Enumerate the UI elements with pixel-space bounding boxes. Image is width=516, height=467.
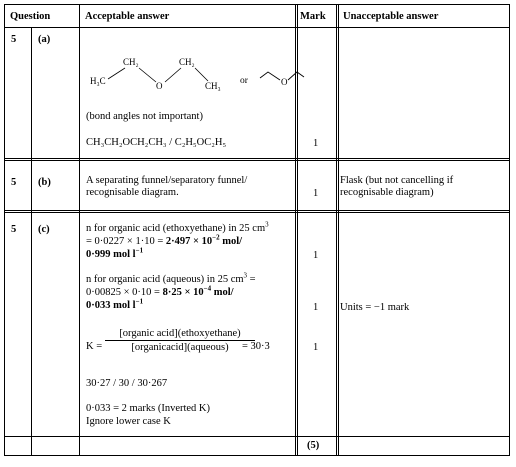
calc1-line2: = $0\cdot 0227 \times 1\cdot 10 = 2\cdot 497 \times 10^{-2}$ mol/: [86, 233, 243, 247]
k-label: K =: [86, 341, 103, 352]
skeletal-oxygen: O: [281, 77, 288, 87]
question-number: 5: [11, 34, 17, 45]
mark-c2: 1: [313, 302, 319, 313]
part-label: (a): [38, 34, 51, 45]
inverted-k-note: 0·033 = 2 marks (Inverted K): [86, 403, 211, 414]
mark-c3: 1: [313, 342, 319, 353]
part-label: (b): [38, 177, 51, 188]
mark-a: 1: [313, 138, 319, 149]
structure-oxygen: O: [156, 81, 163, 91]
or-label: or: [240, 76, 248, 86]
calc2-line1: n for organic acid (aqueous) in 25 $cm^3$ =: [86, 271, 256, 285]
answer-b-line1: A separating funnel/separatory funnel/: [86, 175, 248, 186]
unacceptable-b-line2: recognisable diagram): [340, 187, 434, 198]
structure-ch2-right: CH₂: [179, 57, 195, 67]
mark-c1: 1: [313, 250, 319, 261]
header-mark: Mark: [300, 11, 326, 22]
question-number: 5: [11, 224, 17, 235]
structure-ch2-left: CH₂: [123, 57, 139, 67]
calc1-line1: n for organic acid (ethoxyethane) in 25 $cm^3$: [86, 220, 269, 234]
calc2-line3: 0·033 mol $l^{-1}$: [86, 297, 144, 311]
alternative-answers: 30·27 / 30 / 30·267: [86, 378, 168, 389]
mark-b: 1: [313, 188, 319, 199]
header-unacceptable: Unacceptable answer: [343, 11, 439, 22]
unacceptable-b-line1: Flask (but not cancelling if: [340, 175, 454, 186]
total-marks: (5): [307, 440, 320, 451]
bond-angle-note: (bond angles not important): [86, 111, 203, 122]
k-numerator: [organic acid](ethoxyethane): [119, 328, 241, 339]
k-fraction: [105, 328, 255, 353]
lowercase-k-note: Ignore lower case K: [86, 416, 171, 427]
calc1-line3: 0·999 mol $l^{-1}$: [86, 246, 144, 260]
structure-ch3: CH₃: [205, 81, 221, 91]
mark-scheme-table: [4, 4, 510, 456]
part-label: (c): [38, 224, 50, 235]
unacceptable-c-units: Units = −1 mark: [340, 302, 410, 313]
structure-h3c: H₃C: [90, 76, 106, 86]
calc2-line2: $0\cdot 00825 \times 0\cdot 10 = 8\cdot 25 \times 10^{-4}$ mol/: [86, 284, 234, 298]
question-number: 5: [11, 177, 17, 188]
formula-answer: CH₃CH₂OCH₂CH₃ / C₂H₅OC₂H₅: [86, 137, 227, 148]
header-acceptable: Acceptable answer: [85, 11, 170, 22]
k-denominator: [organicacid](aqueous): [131, 342, 229, 353]
header-question: Question: [10, 11, 51, 22]
answer-b-line2: recognisable diagram.: [86, 187, 179, 198]
k-value: = 30·3: [242, 341, 270, 352]
